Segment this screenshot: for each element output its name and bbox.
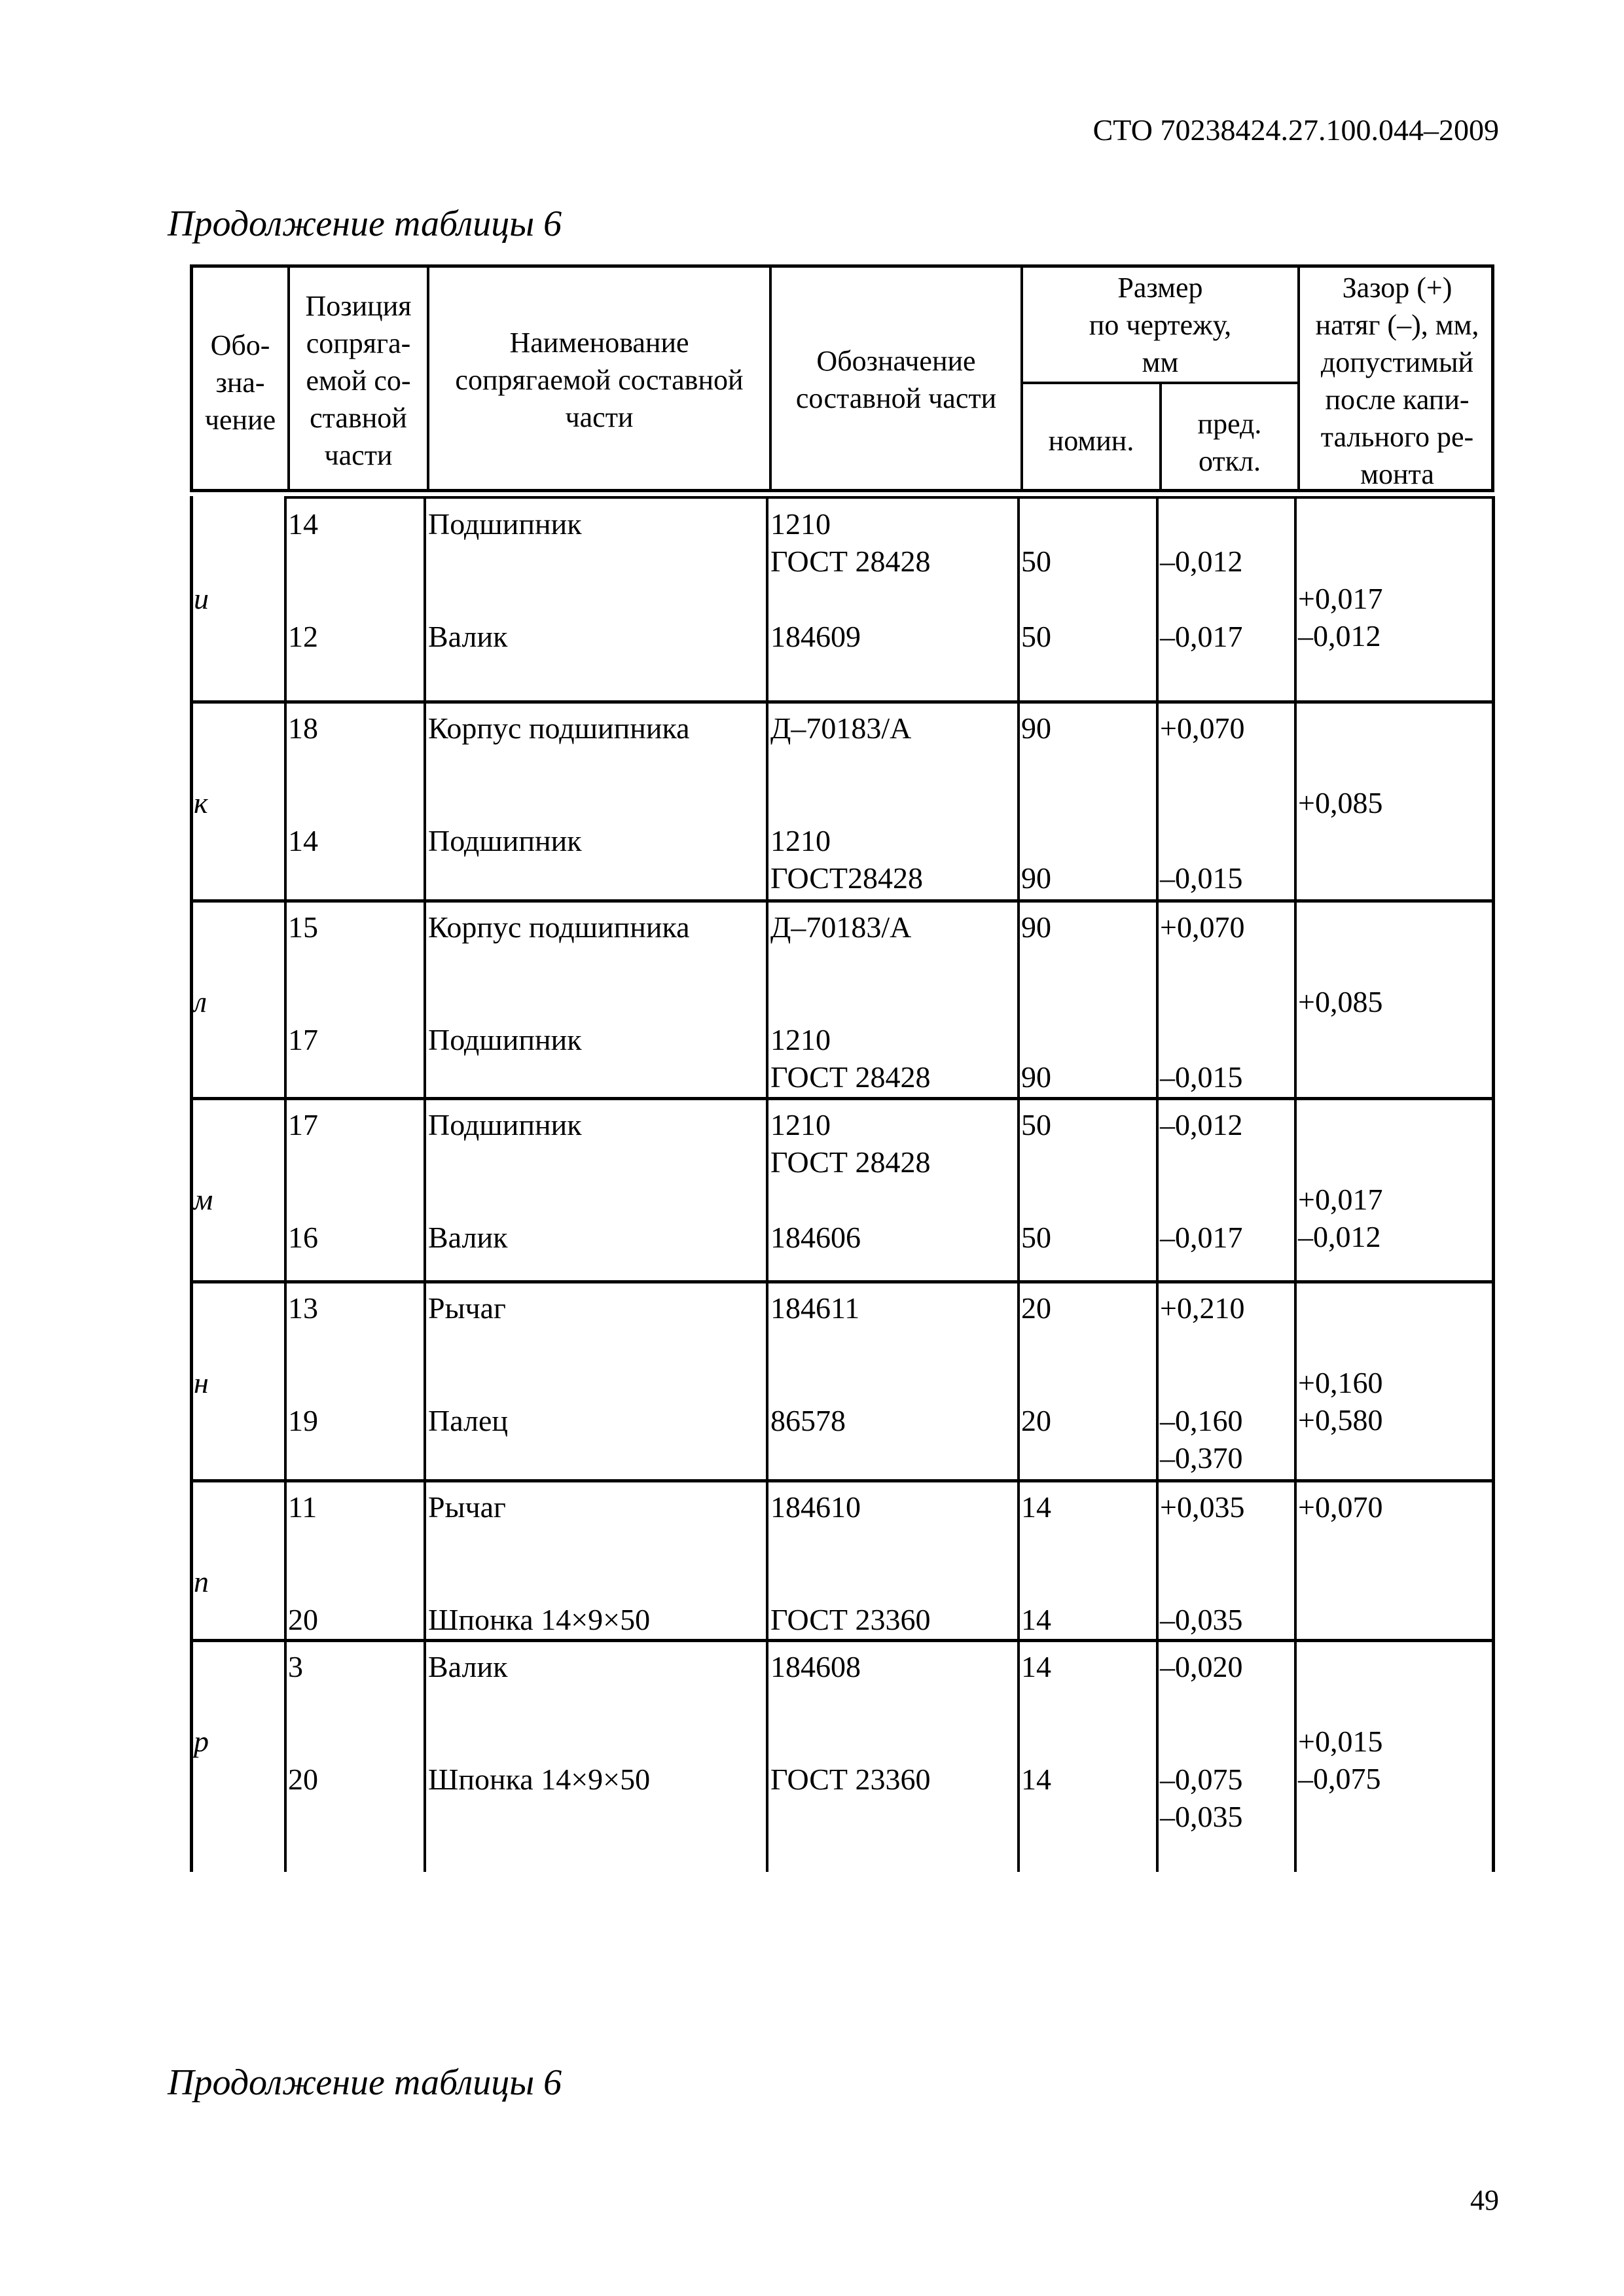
page-number: 49 (1470, 2184, 1499, 2216)
position-cell: 13 (288, 1291, 318, 1325)
nominal-cell: 20 (1021, 1404, 1051, 1437)
nominal-cell: 14 (1021, 1490, 1051, 1524)
nominal-cell: 50 (1021, 1221, 1051, 1254)
row-line (190, 1639, 1494, 1642)
row-designation: п (194, 1565, 209, 1598)
header-name: Наименование сопрягаемой составной части (455, 327, 744, 433)
part-name-cell: Рычаг (428, 1490, 506, 1524)
header-nominal: номин. (1048, 425, 1134, 457)
row-designation: н (194, 1366, 209, 1399)
tolerance-cell: –0,012 (1160, 545, 1243, 578)
tolerance-cell: –0,017 (1160, 1221, 1243, 1254)
clearance-cell: +0,085 (1298, 786, 1383, 819)
header-divider (1022, 382, 1299, 384)
part-designation-cell: 1210 ГОСТ 28428 (770, 1108, 931, 1179)
position-cell: 15 (288, 910, 318, 944)
row-designation: р (194, 1725, 209, 1758)
part-designation-cell: 86578 (770, 1404, 846, 1437)
row-line (190, 1479, 1494, 1482)
nominal-cell: 14 (1021, 1650, 1051, 1683)
tolerance-cell: –0,035 (1160, 1603, 1243, 1636)
header-part-designation: Обозначение составной части (795, 345, 997, 414)
clearance-cell: +0,070 (1298, 1490, 1383, 1524)
position-cell: 18 (288, 711, 318, 745)
clearance-cell: +0,085 (1298, 985, 1383, 1018)
header-tolerance: пред. откл. (1197, 408, 1262, 477)
part-name-cell: Подшипник (428, 1108, 582, 1141)
part-designation-cell: 184610 (770, 1490, 861, 1524)
part-name-cell: Валик (428, 1650, 508, 1683)
part-name-cell: Подшипник (428, 507, 582, 541)
tolerance-cell: +0,070 (1160, 910, 1245, 944)
nominal-cell: 90 (1021, 910, 1051, 944)
nominal-cell: 14 (1021, 1603, 1051, 1636)
nominal-cell: 90 (1021, 1060, 1051, 1094)
nominal-cell: 14 (1021, 1763, 1051, 1796)
tolerance-cell: +0,035 (1160, 1490, 1245, 1524)
part-designation-cell: Д–70183/А (770, 910, 912, 944)
table-body (190, 496, 1494, 1872)
part-name-cell: Подшипник (428, 1023, 582, 1056)
tolerance-cell: –0,020 (1160, 1650, 1243, 1683)
clearance-cell: +0,015 –0,075 (1298, 1725, 1383, 1795)
part-name-cell: Рычаг (428, 1291, 506, 1325)
part-name-cell: Валик (428, 620, 508, 653)
table-caption-continued: Продолжение таблицы 6 (168, 2062, 562, 2103)
position-cell: 12 (288, 620, 318, 653)
part-designation-cell: 184611 (770, 1291, 860, 1325)
tolerance-cell: –0,075 –0,035 (1160, 1763, 1243, 1833)
part-name-cell: Валик (428, 1221, 508, 1254)
part-name-cell: Подшипник (428, 824, 582, 857)
table-caption: Продолжение таблицы 6 (168, 204, 562, 244)
tolerance-cell: –0,012 (1160, 1108, 1243, 1141)
header-size: Размер по чертежу, мм (1089, 272, 1232, 378)
part-designation-cell: 184609 (770, 620, 861, 653)
part-designation-cell: Д–70183/А (770, 711, 912, 745)
position-cell: 17 (288, 1108, 318, 1141)
part-designation-cell: 1210 ГОСТ 28428 (770, 507, 931, 578)
tolerance-cell: +0,210 (1160, 1291, 1245, 1325)
tolerance-cell: –0,160 –0,370 (1160, 1404, 1243, 1475)
nominal-cell: 50 (1021, 620, 1051, 653)
part-designation-cell: 1210 ГОСТ 28428 (770, 1023, 931, 1094)
part-designation-cell: 1210 ГОСТ28428 (770, 824, 924, 895)
position-cell: 14 (288, 507, 318, 541)
part-name-cell: Корпус подшипника (428, 711, 690, 745)
row-line (287, 496, 1492, 499)
part-name-cell: Палец (428, 1404, 509, 1437)
nominal-cell: 50 (1021, 545, 1051, 578)
position-cell: 19 (288, 1404, 318, 1437)
position-cell: 17 (288, 1023, 318, 1056)
clearance-cell: +0,017 –0,012 (1298, 1183, 1383, 1253)
header-clearance: Зазор (+) натяг (–), мм, допустимый после капи- тального ре- монта (1315, 272, 1479, 490)
nominal-cell: 90 (1021, 861, 1051, 895)
part-designation-cell: 184606 (770, 1221, 861, 1254)
position-cell: 20 (288, 1603, 318, 1636)
row-designation: к (194, 786, 208, 819)
nominal-cell: 20 (1021, 1291, 1051, 1325)
tolerance-cell: +0,070 (1160, 711, 1245, 745)
part-name-cell: Корпус подшипника (428, 910, 690, 944)
row-line (190, 899, 1494, 903)
position-cell: 11 (288, 1490, 317, 1524)
clearance-cell: +0,017 –0,012 (1298, 582, 1383, 653)
part-designation-cell: 184608 (770, 1650, 861, 1683)
position-cell: 14 (288, 824, 318, 857)
header-position: Позиция сопряга- емой со- ставной части (305, 290, 412, 471)
tolerance-cell: –0,017 (1160, 620, 1243, 653)
part-designation-cell: ГОСТ 23360 (770, 1603, 931, 1636)
nominal-cell: 90 (1021, 711, 1051, 745)
row-line (190, 1280, 1494, 1283)
part-designation-cell: ГОСТ 23360 (770, 1763, 931, 1796)
row-designation: л (194, 985, 208, 1018)
nominal-cell: 50 (1021, 1108, 1051, 1141)
part-name-cell: Шпонка 14×9×50 (428, 1603, 651, 1636)
row-line (190, 1097, 1494, 1100)
tolerance-cell: –0,015 (1160, 861, 1243, 895)
position-cell: 16 (288, 1221, 318, 1254)
position-cell: 20 (288, 1763, 318, 1796)
row-designation: м (194, 1183, 213, 1216)
tolerance-cell: –0,015 (1160, 1060, 1243, 1094)
position-cell: 3 (288, 1650, 303, 1683)
row-designation: и (194, 582, 209, 615)
clearance-cell: +0,160 +0,580 (1298, 1366, 1383, 1437)
table-header (190, 264, 1494, 492)
header-designation: Обо- зна- чение (204, 329, 276, 436)
part-name-cell: Шпонка 14×9×50 (428, 1763, 651, 1796)
row-line (190, 700, 1494, 704)
document-code: СТО 70238424.27.100.044–2009 (1092, 113, 1499, 147)
